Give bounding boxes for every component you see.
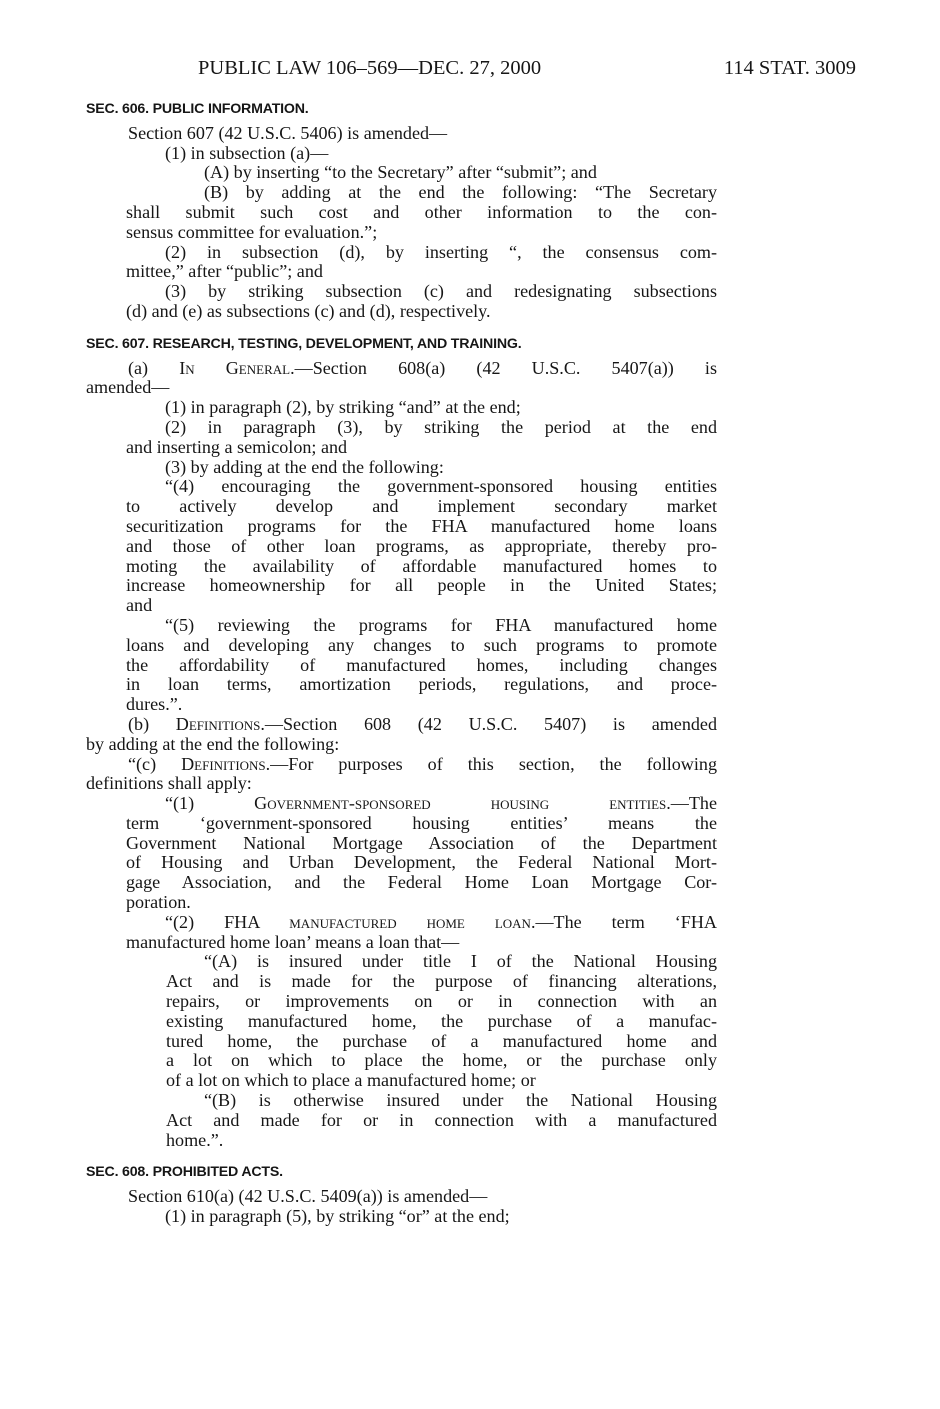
subsection-heading: Definitions: [181, 753, 266, 774]
subsection-text: .—Section 608(a) (42 U.S.C. 5407(a)) is: [290, 357, 718, 378]
definition-label: “(1): [165, 793, 255, 814]
text-line: and: [126, 595, 153, 616]
text-line: Act and is made for the purpose of financing alterations,: [166, 971, 717, 992]
text-line: gage Association, and the Federal Home Loan Mortgage Cor-: [126, 872, 717, 893]
page-header: [0, 57, 940, 87]
paragraph: (3) by adding at the end the following:: [165, 456, 444, 477]
definition-label: “(2) FHA: [165, 911, 290, 932]
text-line: increase homeownership for all people in the United States;: [126, 575, 717, 596]
subparagraph: (A) by inserting “to the Secretary” after “submit”; and: [204, 162, 597, 183]
text-line: loans and developing any changes to such programs to promote: [126, 634, 717, 655]
section-heading: SEC. 608. PROHIBITED ACTS.: [86, 1164, 283, 1181]
text-line: mittee,” after “public”; and: [126, 261, 323, 282]
text-line: existing manufactured home, the purchase of a manufac-: [166, 1010, 717, 1031]
text-line: to actively develop and implement secondary market: [126, 496, 717, 517]
text-line: of Housing and Urban Development, the Federal National Mort-: [126, 852, 717, 873]
paragraph: (2) in subsection (d), by inserting “, the consensus com-: [165, 241, 717, 262]
subsection-heading: In General: [179, 357, 291, 378]
paragraph: (1) in paragraph (2), by striking “and” at the end;: [165, 397, 521, 418]
definition-1: [86, 794, 717, 814]
text-line: Act and made for or in connection with a manufactured: [166, 1109, 717, 1130]
text-line: Government National Mortgage Association of the Department: [126, 832, 717, 853]
text-line: dures.”.: [126, 694, 183, 715]
text-line: securitization programs for the FHA manufactured home loans: [126, 515, 717, 536]
text-line: the affordability of manufactured homes, including changes: [126, 654, 717, 675]
section-intro: Section 610(a) (42 U.S.C. 5409(a)) is amended—: [128, 1186, 488, 1207]
subsection-heading: Definitions: [175, 713, 261, 734]
text-line: shall submit such cost and other information to the con-: [126, 201, 717, 222]
quoted-paragraph: “(4) encouraging the government-sponsored housing entities: [165, 476, 717, 497]
statute-page-number: 114 STAT. 3009: [723, 57, 856, 79]
paragraph: (1) in paragraph (5), by striking “or” at the end;: [165, 1206, 510, 1227]
subsection-label: “(c): [128, 753, 182, 774]
definition-subparagraph: “(A) is insured under title I of the National Housing: [204, 951, 717, 972]
paragraph: (2) in paragraph (3), by striking the period at the end: [165, 416, 717, 437]
text-line: amended—: [86, 377, 170, 398]
text-line: term ‘government-sponsored housing entities’ means the: [126, 812, 717, 833]
text-line: tured home, the purchase of a manufactured home and: [166, 1030, 717, 1051]
quoted-paragraph: “(5) reviewing the programs for FHA manufactured home: [165, 614, 717, 635]
text-line: a lot on which to place the home, or the purchase only: [166, 1050, 717, 1071]
text-line: manufactured home loan’ means a loan that—: [126, 931, 460, 952]
definition-heading: Government-sponsored housing entities: [254, 793, 667, 814]
subsection-a: [86, 359, 717, 379]
subparagraph: (B) by adding at the end the following: “The Secretary: [204, 182, 717, 203]
text-line: in loan terms, amortization periods, regulations, and proce-: [126, 674, 717, 695]
subsection-b: [86, 715, 717, 735]
definition-heading: manufactured home loan: [289, 911, 531, 932]
quoted-subsection-c: [86, 755, 717, 775]
text-line: of a lot on which to place a manufactured home; or: [166, 1070, 536, 1091]
text-line: repairs, or improvements on or in connection with an: [166, 991, 717, 1012]
subsection-text: .—For purposes of this section, the following: [265, 753, 717, 774]
text-line: definitions shall apply:: [86, 773, 252, 794]
text-line: and those of other loan programs, as appropriate, thereby pro-: [126, 535, 717, 556]
text-line: and inserting a semicolon; and: [126, 436, 348, 457]
definition-2: [86, 913, 717, 933]
subsection-text: .—Section 608 (42 U.S.C. 5407) is amended: [260, 713, 717, 734]
text-line: poration.: [126, 892, 191, 913]
page-body: [86, 100, 717, 1227]
subsection-label: (b): [128, 713, 176, 734]
section-heading: SEC. 607. RESEARCH, TESTING, DEVELOPMENT, AND TRAINING.: [86, 335, 522, 352]
text-line: (d) and (e) as subsections (c) and (d), respectively.: [126, 300, 491, 321]
text-line: moting the availability of affordable manufactured homes to: [126, 555, 717, 576]
paragraph: (3) by striking subsection (c) and redesignating subsections: [165, 281, 717, 302]
paragraph: (1) in subsection (a)—: [165, 142, 329, 163]
definition-text: .—The term ‘FHA: [530, 911, 717, 932]
definition-text: .—The: [666, 793, 717, 814]
text-line: by adding at the end the following:: [86, 733, 340, 754]
section-intro: Section 607 (42 U.S.C. 5406) is amended—: [128, 122, 448, 143]
subsection-label: (a): [128, 357, 180, 378]
text-line: sensus committee for evaluation.”;: [126, 221, 378, 242]
running-head: PUBLIC LAW 106–569—DEC. 27, 2000: [198, 57, 542, 79]
text-line: home.”.: [166, 1129, 224, 1150]
definition-subparagraph: “(B) is otherwise insured under the National Housing: [204, 1090, 717, 1111]
section-heading: SEC. 606. PUBLIC INFORMATION.: [86, 101, 309, 117]
